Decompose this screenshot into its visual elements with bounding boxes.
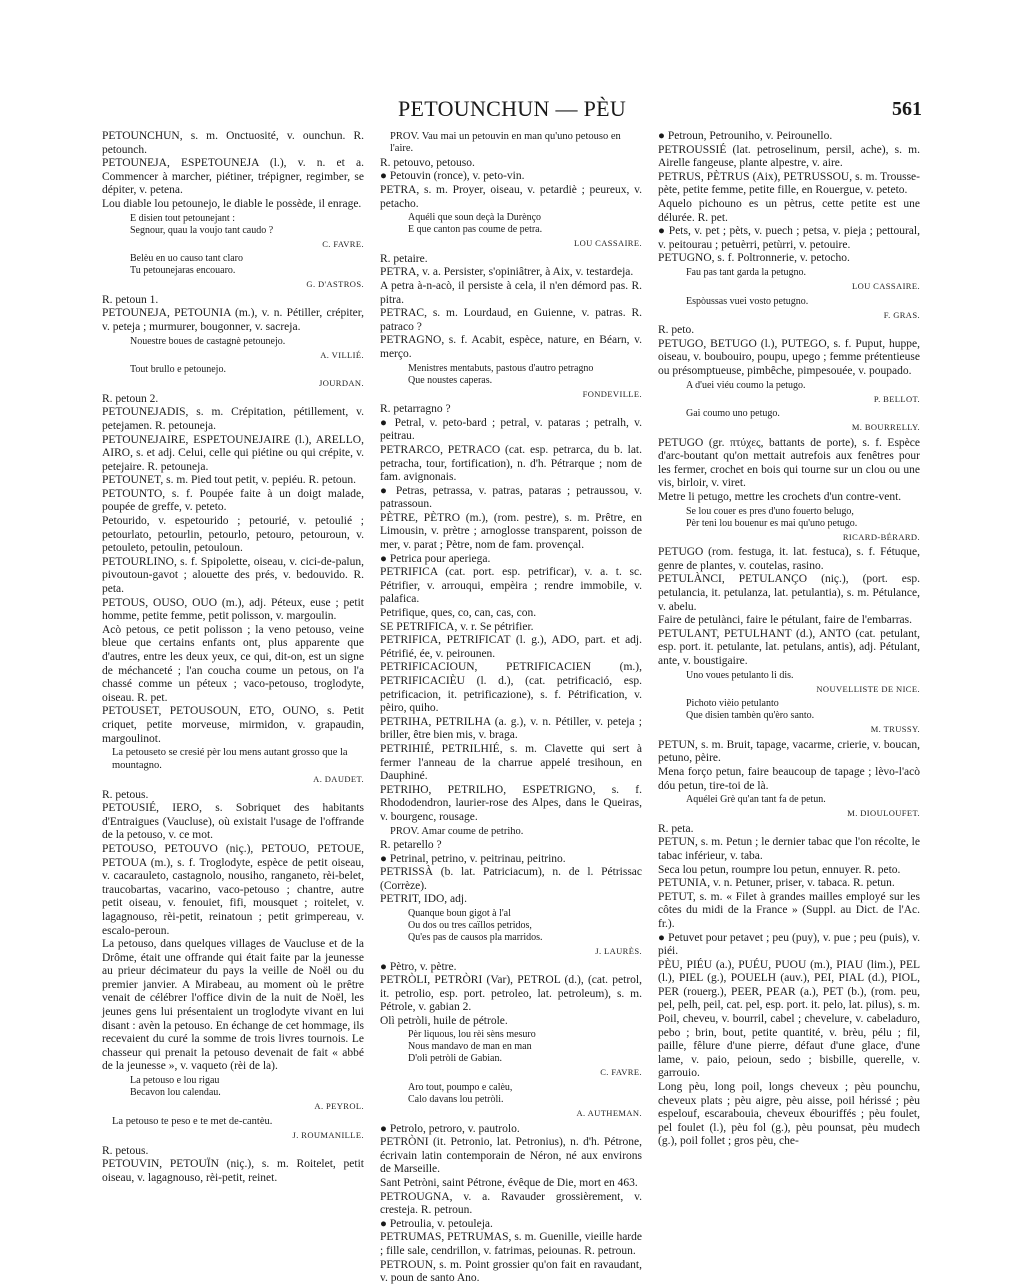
dictionary-entry: ● Petuvet pour petavet ; peu (puy), v. pue ; peu (puis), v. piéi.: [658, 931, 920, 958]
verse-quotation: Quanque boun gigot à l'al Ou dos ou tres caïllos petridos, Qu'es pas de causos pla marridos.: [408, 907, 543, 943]
dictionary-entry: Olì petròli, huile de pétrole.: [380, 1014, 508, 1027]
dictionary-entry: R. peta.: [658, 822, 694, 835]
dictionary-entry: PETUNIA, v. n. Petuner, priser, v. tabaca. R. petun.: [658, 877, 895, 890]
quotation-attribution: C. FAVRE.: [600, 1067, 642, 1078]
dictionary-entry: Petourido, v. espetourido ; petourié, v. petoulié ; petourlato, petourlin, petourlo, petouro, petouroun, v. petouleto, petoulin, petouloun.: [102, 515, 364, 555]
text-columns: [102, 130, 922, 1285]
dictionary-entry: ● Petral, v. peto-bard ; petral, v. pataras ; petralh, v. peitrau.: [380, 416, 642, 443]
dictionary-entry: ● Petras, petrassa, v. patras, pataras ; petraussou, v. patrassoun.: [380, 484, 642, 511]
verse-quotation: Aquélei Grè qu'an tant fa de petun.: [686, 794, 826, 806]
dictionary-entry: PETUN, s. m. Bruit, tapage, vacarme, crierie, v. boucan, petuno, pèire.: [658, 738, 920, 765]
page-title: PETOUNCHUN — PÈU: [397, 96, 627, 121]
quotation-attribution: M. BOURRELLY.: [851, 422, 920, 433]
dictionary-entry: PETUGO (rom. festuga, it. lat. festuca), s. f. Fétuque, genre de plantes, v. coutelas, rasino.: [658, 546, 920, 572]
dictionary-entry: ● Petouvin (ronce), v. peto-vin.: [380, 170, 525, 183]
dictionary-entry: ● Petroulia, v. petouleja.: [380, 1217, 493, 1230]
dictionary-entry: PETOUNET, s. m. Pied tout petit, v. pepiéu. R. petoun.: [102, 474, 357, 487]
quotation-attribution: P. BELLOT.: [873, 393, 920, 404]
dictionary-entry: PETOUNEJADIS, s. m. Crépitation, pétillement, v. petejamen. R. petouneja.: [102, 406, 364, 432]
dictionary-entry: PETOUS, OUSO, OUO (m.), adj. Péteux, euse ; petit homme, petite femme, petit polisson, v. margoulin.: [102, 596, 364, 623]
dictionary-entry: PETRARCO, PETRACO (cat. esp. petrarca, du b. lat. petracha, tour, fortification), n. d'h. Pétrarque ; nom de fam. avignonais.: [380, 443, 642, 484]
quotation-attribution: C. FAVRE.: [322, 238, 364, 249]
verse-quotation: Pichoto vièio petulanto Que disien tambèn qu'èro santo.: [686, 698, 815, 722]
verse-quotation: Fau pas tant garda la petugno.: [686, 266, 806, 278]
prose-quotation: La petouso te peso e te met de-cantèu.: [112, 1115, 273, 1127]
prose-quotation: PROV. Vau mai un petouvin en man qu'uno petouso en l'aire.: [390, 131, 621, 155]
dictionary-entry: PETUT, s. m. « Filet à grandes mailles employé sur les côtes du midi de la France » (Suppl. au Dict. de l'Ac. fr.).: [658, 890, 920, 930]
verse-quotation: La petouso e lou rigau Becavon lou calendau.: [130, 1075, 221, 1099]
page-number: 561: [892, 98, 922, 120]
quotation-attribution: M. TRUSSY.: [870, 724, 920, 735]
dictionary-entry: R. petous.: [102, 1144, 149, 1157]
verse-quotation: Belèu en uo causo tant claro Tu petounejaras encouaro.: [130, 253, 244, 277]
dictionary-entry: ● Pets, v. pet ; pèts, v. puech ; petsa, v. pieja ; pettoural, v. peitourau ; petuèrri, petùrri, v. petouire.: [658, 225, 920, 251]
verse-quotation: Se lou couer es pres d'uno fouerto belugo, Pèr teni lou bouenur es mai qu'uno petugo.: [686, 505, 858, 529]
dictionary-entry: ● Pètro, v. pètre.: [380, 960, 457, 973]
quotation-attribution: NOUVELLISTE DE NICE.: [816, 683, 920, 694]
dictionary-entry: ● Petrolo, petroro, v. pautrolo.: [380, 1122, 520, 1135]
dictionary-entry: PETUGO, BETUGO (l.), PUTEGO, s. f. Puput, huppe, oiseau, v. boubouiro, poupu, upego ; femme prétentieuse ou présomptueuse, pimbêche, pimpesouée, v. poupado.: [658, 337, 920, 377]
dictionary-entry: La petouso, dans quelques villages de Vaucluse et de la Drôme, était une offrande qui était faite par la jeunesse au prieur décimateur du pays la veille de Noël ou du premier janvier. A Mirabeau, au moment où le prêtre venait de célébrer l'office divin de la nuit de Noël, les jeunes gens lui présentaient un troglodyte vivant en lui disant : avèn la petouso. En échange de cet hommage, ils recevaient du curé la somme de trois livres tournois. Le chasseur qui prenait la petouso devenait de fait « abbé de la jeunesse », v. vaqueto (rèi de la).: [102, 938, 364, 1073]
dictionary-entry: PETRA, s. m. Proyer, oiseau, v. petardiè ; peureux, v. petacho.: [380, 184, 642, 210]
dictionary-entry: PETRUS, PÈTRUS (Aix), PETRUSSOU, s. m. Trousse-pète, petite femme, petite fille, en Rouergue, v. peteto.: [658, 170, 920, 197]
dictionary-entry: PETULÀNCI, PETULANÇO (niç.), (port. esp. petulancia, it. petulanza, lat. petulantia), s. m. Pétulance, v. abelu.: [658, 573, 920, 613]
dictionary-entry: PETOUVIN, PETOUÏN (niç.), s. m. Roitelet, petit oiseau, v. lagagnouso, rèi-petit, reinet.: [102, 1158, 364, 1184]
verse-quotation: Gai coumo uno petugo.: [686, 408, 780, 420]
dictionary-entry: PETRIFICA (cat. port. esp. petrificar), v. a. t. sc. Pétrifier, v. arrouqui, empèira ; rendre immobile, v. palafica.: [380, 566, 642, 606]
dictionary-entry: PETRIT, IDO, adj.: [380, 893, 467, 906]
dictionary-entry: PETOUSET, PETOUSOUN, ETO, OUNO, s. Petit criquet, petite morveuse, mirmidon, v. grapaudin, margoulinot.: [102, 705, 364, 745]
dictionary-entry: PETUGNO, s. f. Poltronnerie, v. petocho.: [658, 252, 850, 265]
quotation-attribution: A. PEYROL.: [314, 1101, 364, 1112]
dictionary-entry: PETRÒNI (it. Petronio, lat. Petronius), n. d'h. Pétrone, écrivain latin contemporain de Néron, né aux environs de Marseille.: [380, 1136, 642, 1176]
verse-quotation: A d'uei viéu coumo la petugo.: [686, 379, 806, 391]
dictionary-entry: Mena forço petun, faire beaucoup de tapage ; lèvo-l'acò dóu petun, tire-toi de là.: [658, 765, 920, 792]
dictionary-entry: R. petoun 1.: [102, 293, 159, 306]
verse-quotation: Tout brullo e petounejo.: [130, 364, 226, 376]
dictionary-entry: Aquelo pichouno es un pètrus, cette petite est une délurée. R. pet.: [658, 197, 920, 224]
dictionary-entry: PETRA, v. a. Persister, s'opiniâtrer, à Aix, v. testardeja.: [380, 266, 634, 279]
prose-quotation: PROV. Amar coume de petriho.: [390, 825, 524, 837]
dictionary-entry: R. petoun 2.: [102, 392, 159, 405]
dictionary-entry: R. petarello ?: [380, 838, 442, 851]
dictionary-entry: R. petouvo, petouso.: [380, 156, 475, 169]
dictionary-entry: PETOUNEJA, PETOUNIA (m.), v. n. Pétiller, crépiter, v. peteja ; murmurer, bougonner, v. sacreja.: [102, 307, 364, 333]
quotation-attribution: FONDEVILLE.: [582, 388, 642, 399]
column-right: [658, 130, 920, 1240]
dictionary-entry: PETRAC, s. m. Lourdaud, en Guienne, v. patras. R. patraco ?: [380, 307, 642, 333]
verse-quotation: E disien tout petounejant : Segnour, quau la voujo tant caudo ?: [130, 212, 274, 236]
column-middle: [380, 130, 642, 1285]
dictionary-entry: PÈTRE, PÈTRO (m.), (rom. pestre), s. m. Prêtre, en Limousin, v. prètre ; arnoglosse transparent, poisson de mer, v. parat ; Pètre, nom de fam. provençal.: [380, 511, 642, 552]
verse-quotation: Menistres mentabuts, pastous d'autro petragno Que noustes caperas.: [408, 362, 594, 386]
verse-quotation: Pèr liquous, lou rèi sèns mesuro Nous mandavo de man en man D'olì petròli de Gabian.: [408, 1029, 536, 1065]
dictionary-entry: PETOURLINO, s. f. Spipolette, oiseau, v. cici-de-palun, pivoutoun-gavot ; alouette des prés, v. bedouvido. R. peta.: [102, 555, 364, 596]
quotation-attribution: G. D'ASTROS.: [306, 279, 364, 290]
quotation-attribution: J. ROUMANILLE.: [292, 1130, 364, 1141]
dictionary-entry: PETULANT, PETULHANT (d.), ANTO (cat. petulant, esp. port. it. petulante, lat. petulans, antis), adj. Pétulant, ante, v. boustigaire.: [658, 627, 920, 667]
column-left: [102, 130, 364, 1240]
verse-quotation: Aquéli que soun deçà la Durènço E que canton pas coume de petra.: [408, 212, 543, 236]
dictionary-entry: SE PETRIFICA, v. r. Se pétrifier.: [380, 620, 534, 633]
dictionary-entry: ● Petroun, Petrouniho, v. Peirounello.: [658, 130, 833, 142]
dictionary-entry: PETRIHA, PETRILHA (a. g.), v. n. Pétiller, v. peteja ; briller, être bien mis, v. braga.: [380, 715, 642, 742]
dictionary-entry: Long pèu, long poil, longs cheveux ; pèu pounchu, cheveux plats ; pèu aigre, pèu aisse, poil hérissé ; pèu espelouf, escarabouia, cheveux ébouriffés ; pèu foulet, pel foulet (l.), pèu fol (g.), pèu pounsat, pèu mudech (g.), poil follet ; gros pèu, che-: [658, 1081, 920, 1148]
dictionary-entry: Acò petous, ce petit polisson ; la veno petouso, veine bleue que certains enfants ont, plus apparente que d'autres, entre les deux yeux, ce qui, dit-on, est un signe de méchanceté ; l'an coucha coume un petous, on l'a chassé comme un péteux ; vaco-petouso, troglodyte, oiseau. R. pet.: [102, 623, 364, 704]
dictionary-entry: Sant Petròni, saint Pétrone, évêque de Die, mort en 463.: [380, 1177, 638, 1190]
quotation-attribution: LOU CASSAIRE.: [851, 280, 920, 291]
dictionary-entry: PETRUMAS, PETRUMAS, s. m. Guenille, vieille harde ; fille sale, cendrillon, v. fatrimas, peiounas. R. petroun.: [380, 1231, 642, 1257]
dictionary-entry: PETRIFICA, PETRIFICAT (l. g.), ADO, part. et adj. Pétrifié, ée, v. peirounen.: [380, 634, 642, 660]
dictionary-entry: PETOUSIÉ, IERO, s. Sobriquet des habitants d'Entraigues (Vaucluse), où existait l'usage de l'offrande de la petouso, v. ce mot.: [102, 802, 364, 842]
quotation-attribution: RICARD-BÉRARD.: [842, 531, 920, 542]
quotation-attribution: JOURDAN.: [319, 378, 364, 389]
quotation-attribution: J. LAURÈS.: [595, 945, 642, 956]
dictionary-entry: PETRAGNO, s. f. Acabit, espèce, nature, en Béarn, v. merço.: [380, 334, 642, 360]
dictionary-entry: PETOUSO, PETOUVO (niç.), PETOUO, PETOUE, PETOUA (m.), s. f. Troglodyte, espèce de petit oiseau, v. cacarauleto, castagnolo, nousiho, ranganeto, rèi-belet, traucobartas, vacarino, vaco-petouso ; chantre, autre petit oiseau, v. fenouiet, fifi, mousquet ; roitelet, v. lagagnouso, rèi-petit, reinatoun ; petit grimpereau, v. escalo-peroun.: [102, 842, 364, 937]
quotation-attribution: M. DIOULOUFET.: [847, 808, 920, 819]
running-head: [102, 96, 922, 130]
dictionary-entry: PETOUNTO, s. f. Poupée faite à un doigt malade, poupée de greffe, v. peteto.: [102, 487, 364, 514]
dictionary-entry: PETOUNEJA, ESPETOUNEJA (l.), v. n. et a. Commencer à marcher, piétiner, trépigner, regimber, se dépiter, v. petena.: [102, 157, 364, 197]
dictionary-entry: PETRÒLI, PETRÒRI (Var), PETROL (d.), (cat. petrol, it. petrolio, esp. port. petroleo, lat. petroleum), s. m. Pétrole, v. gabian 2.: [380, 974, 642, 1014]
dictionary-entry: PETRISSÀ (b. lat. Patriciacum), n. de l. Pétrissac (Corrèze).: [380, 866, 642, 892]
verse-quotation: Uno voues petulanto li dis.: [686, 669, 794, 681]
quotation-attribution: A. DAUDET.: [313, 773, 364, 784]
dictionary-entry: PETROUGNA, v. a. Ravauder grossièrement, v. cresteja. R. petroun.: [380, 1190, 642, 1217]
verse-quotation: Nouestre boues de castagnè petounejo.: [130, 335, 286, 347]
dictionary-entry: PETRIHO, PETRILHO, ESPETRIGNO, s. f. Rhododendron, laurier-rose des Alpes, dans le Queiras, v. bourgenc, rousage.: [380, 783, 642, 823]
dictionary-entry: A petra à-n-acò, il persiste à cela, il n'en démord pas. R. pitra.: [380, 279, 642, 306]
dictionary-entry: PETRIFICACIOUN, PETRIFICACIEN (m.), PETRIFICACIÈU (l. d.), (cat. petrificació, esp. petrificacion, it. petrificazione), s. f. Pétrification, v. pèiro, quiho.: [380, 661, 642, 715]
dictionary-entry: Petrifique, ques, co, can, cas, con.: [380, 607, 537, 620]
dictionary-entry: PETROUN, s. m. Point grossier qu'on fait en ravaudant, v. poun de santo Ano.: [380, 1258, 642, 1285]
dictionary-entry: PETOUNEJAIRE, ESPETOUNEJAIRE (l.), ARELLO, AIRO, s. et adj. Celui, celle qui piétine ou qui crépite, v. petejaire. R. petouneja.: [102, 433, 364, 473]
dictionary-entry: Lou diable lou petounejo, le diable le possède, il enrage.: [102, 197, 362, 210]
dictionary-entry: ● Petrica pour aperiega.: [380, 552, 491, 565]
dictionary-entry: PETOUNCHUN, s. m. Onctuosité, v. ounchun. R. petounch.: [102, 130, 364, 156]
dictionary-entry: PETROUSSIÉ (lat. petroselinum, persil, ache), s. m. Airelle fangeuse, plante alpestre, v. aire.: [658, 143, 920, 170]
dictionary-entry: Seca lou petun, roumpre lou petun, ennuyer. R. peto.: [658, 863, 901, 876]
dictionary-entry: Faire de petulànci, faire le pétulant, faire de l'embarras.: [658, 614, 912, 627]
verse-quotation: Aro tout, poumpo e calèu, Calo davans lou petròli.: [408, 1082, 513, 1106]
dictionary-entry: R. peto.: [658, 324, 695, 337]
verse-quotation: Espòussas vuei vosto petugno.: [686, 295, 809, 307]
dictionary-entry: ● Petrinal, petrino, v. peitrinau, peitrino.: [380, 852, 566, 865]
quotation-attribution: A. VILLIÉ.: [320, 349, 364, 360]
dictionary-entry: R. petous.: [102, 788, 149, 801]
quotation-attribution: F. GRAS.: [883, 309, 920, 320]
dictionary-entry: PETUN, s. m. Petun ; le dernier tabac que l'on récolte, le tabac inférieur, v. taba.: [658, 836, 920, 862]
dictionary-entry: PETRIHIÉ, PETRILHIÉ, s. m. Clavette qui sert à fermer l'anneau de la charrue appelé tresihoun, en Dauphiné.: [380, 742, 642, 783]
quotation-attribution: A. AUTHEMAN.: [576, 1108, 642, 1119]
prose-quotation: La petouseto se cresié pèr lou mens autant grosso que la mountagno.: [112, 747, 348, 771]
dictionary-entry: PETUGO (gr. πτύχες, battants de porte), s. f. Espèce d'arc-boutant qu'on mettait autrefois aux fenêtres pour les fermer, crochet en bois qui tourne sur un clou ou une vis, birloir, v. viret.: [658, 436, 920, 490]
dictionary-entry: Metre li petugo, mettre les crochets d'un contre-vent.: [658, 491, 902, 504]
dictionary-entry: R. petaire.: [380, 252, 428, 265]
quotation-attribution: LOU CASSAIRE.: [573, 238, 642, 249]
dictionary-entry: R. petarragno ?: [380, 403, 451, 416]
dictionary-entry: PÈU, PIÉU (a.), PUÉU, PUOU (m.), PIAU (lim.), PEL (l.), PIEL (g.), POUELH (auv.), PEI, PIAL (d.), PIOL, PER (rouerg.), PEER, PEAR (a.), PET (b.), (rom. peu, pel, pelh, peil, cat. pel, esp. port. it. pelo, lat. pilus), s. m. Poil, cheveu, v. bourril, cabel ; chevelure, v. cabeladuro, pebo ; brin, bout, petite quantité, v. brèu, pélu ; fil, paille, fêlure d'une pierre, défaut d'une glace, d'une lame, v. paio, peioun, sedo ; bisbille, querelle, v. garrouio.: [658, 958, 920, 1080]
